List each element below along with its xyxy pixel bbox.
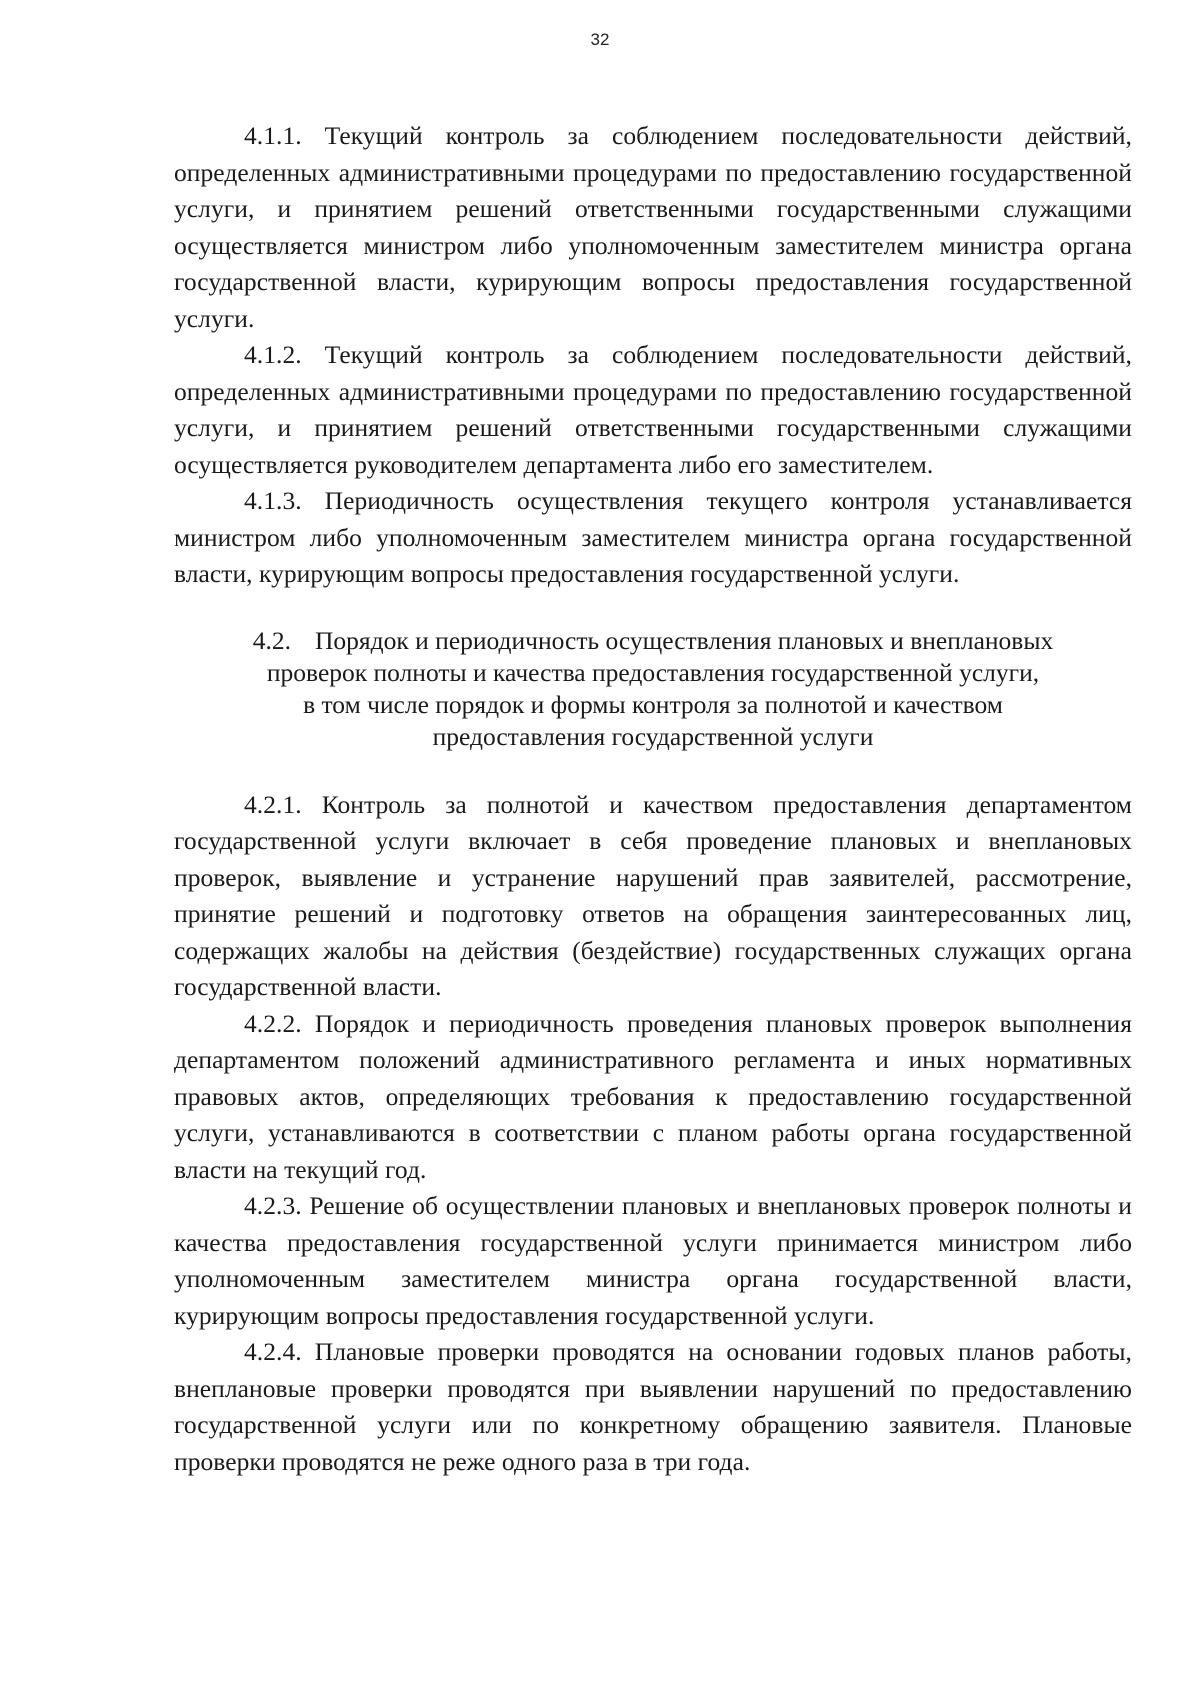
- page-number: 32: [590, 30, 610, 49]
- paragraph-4-2-1: 4.2.1. Контроль за полнотой и качеством предоставления департаментом государственной услуги включает в себя проведение плановых и внеплановых проверок, выявление и устранение нарушений прав заявителей, рассмотрение, принятие решений и подготовку ответов на обращения заинтересованных лиц, содержащих жалобы на действия (бездействие) государственных служащих органа государственной власти.: [174, 789, 1132, 1001]
- heading-line-2: проверок полноты и качества предоставления государственной услуги,: [266, 657, 1040, 687]
- heading-number: 4.2.: [252, 625, 292, 655]
- heading-line-1: [174, 625, 1132, 657]
- document-body: [174, 118, 1132, 1480]
- heading-line-4: предоставления государственной услуги: [432, 721, 874, 751]
- heading-line-1-text: Порядок и периодичность осуществления плановых и внеплановых: [315, 625, 1054, 655]
- paragraph-4-1-2: 4.1.2. Текущий контроль за соблюдением последовательности действий, определенных административными процедурами по предоставлению государственной услуги, и принятием решений ответственными государственными служащими осуществляется руководителем департамента либо его заместителем.: [174, 340, 1132, 479]
- paragraph-4-2-3: 4.2.3. Решение об осуществлении плановых и внеплановых проверок полноты и качества предоставления государственной услуги принимается министром либо уполномоченным заместителем министра органа государственной власти, курирующим вопросы предоставления государственной услуги.: [174, 1191, 1132, 1330]
- paragraph-4-2-2: 4.2.2. Порядок и периодичность проведения плановых проверок выполнения департаментом положений административного регламента и иных нормативных правовых актов, определяющих требования к предоставлению государственной услуги, устанавливаются в соответствии с планом работы органа государственной власти на текущий год.: [174, 1008, 1132, 1184]
- paragraph-4-2-4: 4.2.4. Плановые проверки проводятся на основании годовых планов работы, внеплановые проверки проводятся при выявлении нарушений по предоставлению государственной услуги или по конкретному обращению заявителя. Плановые проверки проводятся не реже одного раза в три года.: [174, 1337, 1132, 1476]
- heading-line-3: в том числе порядок и формы контроля за полнотой и качеством: [303, 689, 1003, 719]
- paragraph-4-1-3: 4.1.3. Периодичность осуществления текущего контроля устанавливается министром либо уполномоченным заместителем министра органа государственной власти, курирующим вопросы предоставления государственной услуги.: [174, 486, 1132, 588]
- paragraph-4-1-1: 4.1.1. Текущий контроль за соблюдением последовательности действий, определенных административными процедурами по предоставлению государственной услуги, и принятием решений ответственными государственными служащими осуществляется министром либо уполномоченным заместителем министра органа государственной власти, курирующим вопросы предоставления государственной услуги.: [174, 121, 1132, 333]
- section-heading-4-2: [174, 625, 1132, 753]
